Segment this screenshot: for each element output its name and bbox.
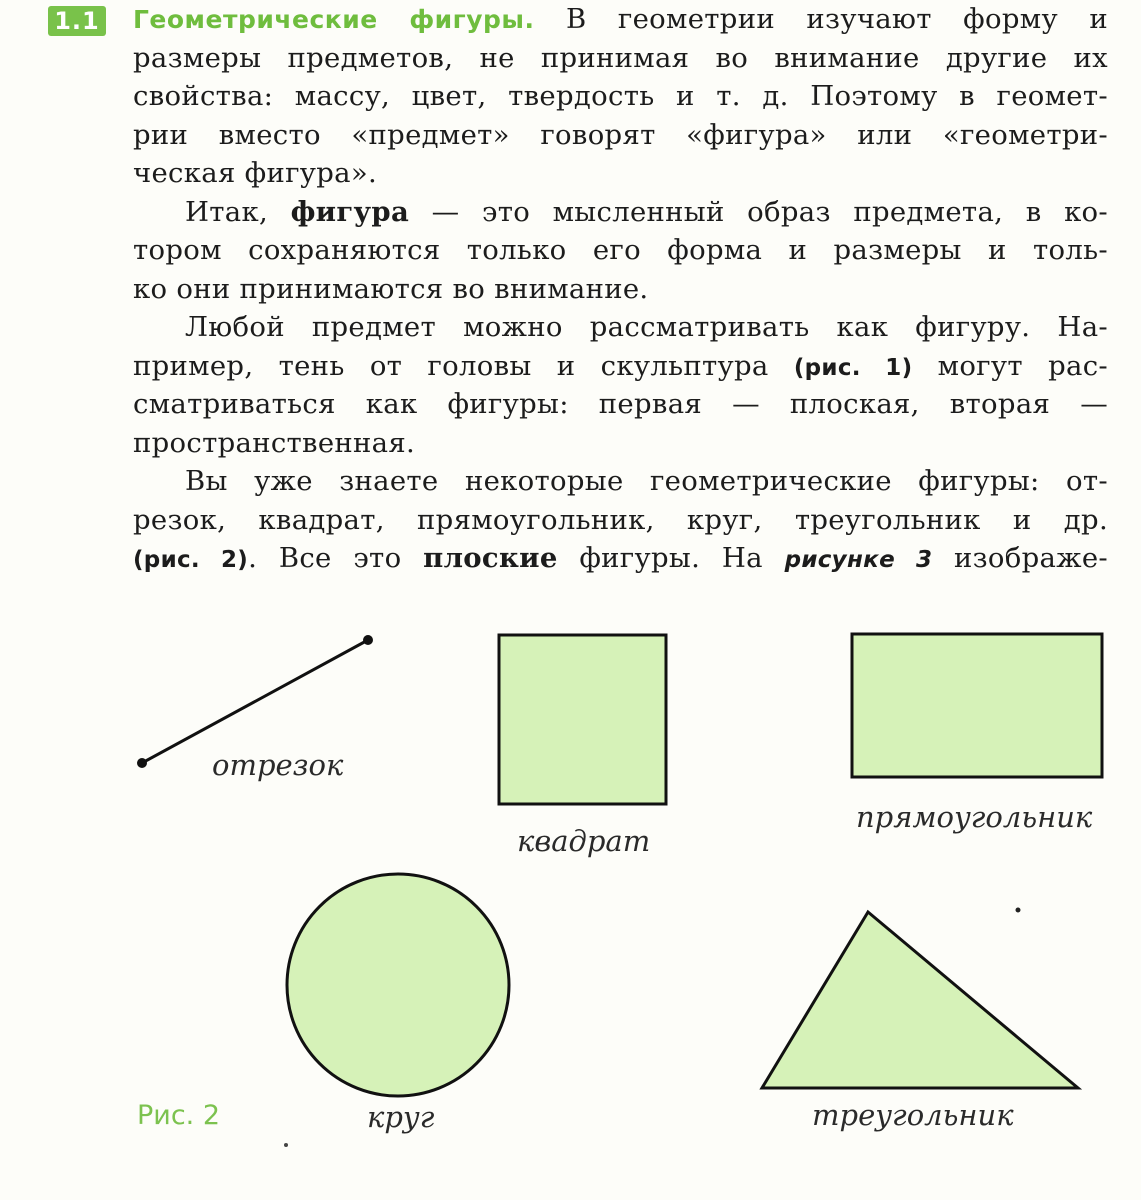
paragraph-1-line-1 <box>133 0 1108 39</box>
paragraph-1-line-2: размеры предметов, не принимая во внимание другие их <box>133 41 1108 74</box>
stray-dot <box>284 1143 288 1147</box>
body-text <box>133 0 1108 578</box>
segment-label: отрезок <box>212 748 344 782</box>
text-span: изображе- <box>932 542 1108 574</box>
paragraph-3-line-2 <box>133 347 1108 386</box>
text-span: фигуры. На <box>557 542 785 574</box>
segment-endpoint <box>363 635 373 645</box>
triangle-label: треугольник <box>812 1098 1014 1132</box>
term-flat: плоские <box>423 542 558 574</box>
paragraph-3-line-1: Любой предмет можно рассматривать как фигуру. На- <box>185 311 1108 343</box>
paragraph-4-line-3 <box>133 539 1108 578</box>
term-figure: фигура <box>290 195 410 228</box>
text-span: могут рас- <box>912 349 1109 382</box>
text-span: Итак, <box>185 195 291 228</box>
rectangle-shape <box>852 634 1102 777</box>
circle-label: круг <box>367 1100 435 1134</box>
figure-ref-3: рисунке 3 <box>784 547 933 573</box>
paragraph-2-line-2: тором сохраняются только его форма и размеры и толь- <box>133 234 1108 266</box>
text-span: — это мысленный образ предмета, в ко- <box>409 195 1109 228</box>
segment-endpoint <box>137 758 147 768</box>
paragraph-1-line-3: свойства: массу, цвет, твердость и т. д. Поэтому в геомет- <box>133 80 1108 112</box>
figure-ref-1: (рис. 1) <box>793 354 913 381</box>
paragraph-4-line-2: резок, квадрат, прямоугольник, круг, треугольник и др. <box>133 503 1108 536</box>
paragraph-1-text: В геометрии изучают форму и <box>565 3 1108 35</box>
square-label: квадрат <box>517 824 651 858</box>
paragraph-3-line-4: пространственная. <box>133 426 416 459</box>
text-span: . Все это <box>248 542 424 574</box>
paragraph-1-line-4: рии вместо «предмет» говорят «фигура» или «геометри- <box>133 118 1108 151</box>
paragraph-4-line-1: Вы уже знаете некоторые геометрические фигуры: от- <box>185 465 1108 497</box>
figure-ref-2: (рис. 2) <box>133 547 249 573</box>
stray-dot <box>1016 908 1021 913</box>
figure-2 <box>0 600 1141 1200</box>
paragraph-3-line-3: сматриваться как фигуры: первая — плоская, вторая — <box>133 388 1108 420</box>
rectangle-label: прямоугольник <box>856 800 1093 834</box>
paragraph-2-line-1 <box>133 193 1108 232</box>
text-span: пример, тень от головы и скульптура <box>133 349 794 382</box>
paragraph-2-line-3: ко они принимаются во внимание. <box>133 272 649 305</box>
figure-caption: Рис. 2 <box>137 1100 221 1131</box>
circle-shape <box>287 874 509 1096</box>
section-title: Геометрические фигуры. <box>133 5 535 34</box>
paragraph-1-line-5: ческая фигура». <box>133 157 378 189</box>
section-number-badge: 1.1 <box>48 6 106 36</box>
triangle-shape <box>762 912 1078 1088</box>
square-shape <box>499 635 666 804</box>
